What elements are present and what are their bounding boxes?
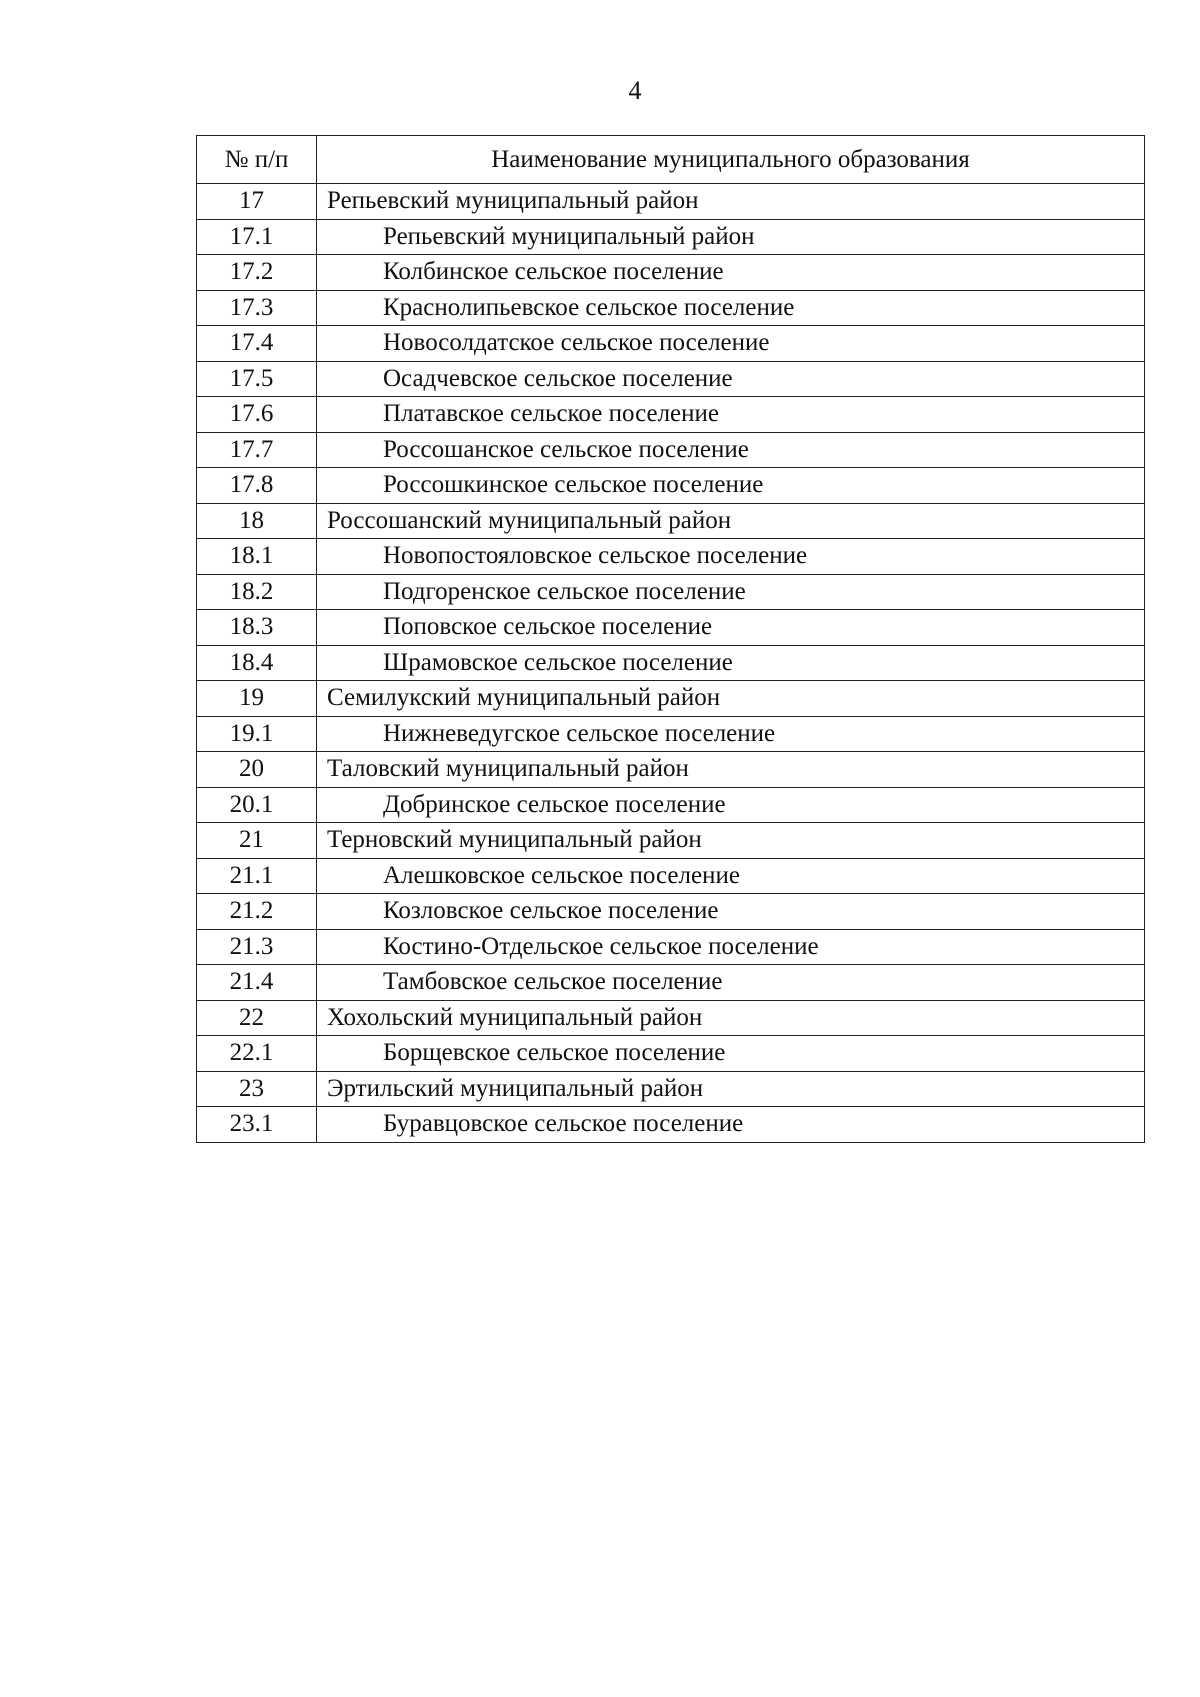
row-number: 17.2 bbox=[197, 255, 317, 291]
district-name: Хохольский муниципальный район bbox=[317, 1000, 1145, 1036]
column-header-number: № п/п bbox=[197, 136, 317, 184]
settlement-name: Нижневедугское сельское поселение bbox=[317, 716, 1145, 752]
row-number: 17.3 bbox=[197, 290, 317, 326]
row-number: 17.5 bbox=[197, 361, 317, 397]
row-number: 18.2 bbox=[197, 574, 317, 610]
row-number: 22 bbox=[197, 1000, 317, 1036]
district-name: Россошанский муниципальный район bbox=[317, 503, 1145, 539]
table-row bbox=[197, 574, 1145, 610]
district-name: Эртильский муниципальный район bbox=[317, 1071, 1145, 1107]
page-number: 4 bbox=[628, 76, 642, 105]
row-number: 19.1 bbox=[197, 716, 317, 752]
row-number: 18.4 bbox=[197, 645, 317, 681]
settlement-name: Поповское сельское поселение bbox=[317, 610, 1145, 646]
row-number: 21.2 bbox=[197, 894, 317, 930]
row-number: 18 bbox=[197, 503, 317, 539]
table-row bbox=[197, 326, 1145, 362]
district-name: Таловский муниципальный район bbox=[317, 752, 1145, 788]
settlement-name: Новосолдатское сельское поселение bbox=[317, 326, 1145, 362]
settlement-name: Тамбовское сельское поселение bbox=[317, 965, 1145, 1001]
row-number: 17.6 bbox=[197, 397, 317, 433]
settlement-name: Репьевский муниципальный район bbox=[317, 219, 1145, 255]
column-header-name: Наименование муниципального образования bbox=[317, 136, 1145, 184]
table-row bbox=[197, 894, 1145, 930]
row-number: 20.1 bbox=[197, 787, 317, 823]
settlement-name: Козловское сельское поселение bbox=[317, 894, 1145, 930]
table-row bbox=[197, 645, 1145, 681]
settlement-name: Костино-Отдельское сельское поселение bbox=[317, 929, 1145, 965]
table-row bbox=[197, 1071, 1145, 1107]
table-row bbox=[197, 184, 1145, 220]
settlement-name: Россошкинское сельское поселение bbox=[317, 468, 1145, 504]
district-name: Репьевский муниципальный район bbox=[317, 184, 1145, 220]
row-number: 21 bbox=[197, 823, 317, 859]
settlement-name: Борщевское сельское поселение bbox=[317, 1036, 1145, 1072]
settlement-name: Платавское сельское поселение bbox=[317, 397, 1145, 433]
table-header-row bbox=[197, 136, 1145, 184]
row-number: 21.3 bbox=[197, 929, 317, 965]
settlement-name: Новопостояловское сельское поселение bbox=[317, 539, 1145, 575]
row-number: 19 bbox=[197, 681, 317, 717]
row-number: 22.1 bbox=[197, 1036, 317, 1072]
table-row bbox=[197, 858, 1145, 894]
row-number: 21.4 bbox=[197, 965, 317, 1001]
table-row bbox=[197, 823, 1145, 859]
row-number: 23 bbox=[197, 1071, 317, 1107]
table-row bbox=[197, 290, 1145, 326]
row-number: 17.8 bbox=[197, 468, 317, 504]
settlement-name: Осадчевское сельское поселение bbox=[317, 361, 1145, 397]
settlement-name: Краснолипьевское сельское поселение bbox=[317, 290, 1145, 326]
row-number: 21.1 bbox=[197, 858, 317, 894]
settlement-name: Алешковское сельское поселение bbox=[317, 858, 1145, 894]
table-body bbox=[197, 184, 1145, 1143]
table-row bbox=[197, 681, 1145, 717]
table-row bbox=[197, 219, 1145, 255]
settlement-name: Колбинское сельское поселение bbox=[317, 255, 1145, 291]
table-row bbox=[197, 503, 1145, 539]
district-name: Семилукский муниципальный район bbox=[317, 681, 1145, 717]
row-number: 18.1 bbox=[197, 539, 317, 575]
table-row bbox=[197, 539, 1145, 575]
table-row bbox=[197, 965, 1145, 1001]
settlement-name: Шрамовское сельское поселение bbox=[317, 645, 1145, 681]
row-number: 18.3 bbox=[197, 610, 317, 646]
settlement-name: Добринское сельское поселение bbox=[317, 787, 1145, 823]
table-row bbox=[197, 397, 1145, 433]
settlement-name: Буравцовское сельское поселение bbox=[317, 1107, 1145, 1143]
district-name: Терновский муниципальный район bbox=[317, 823, 1145, 859]
settlement-name: Россошанское сельское поселение bbox=[317, 432, 1145, 468]
table-row bbox=[197, 610, 1145, 646]
table-row bbox=[197, 716, 1145, 752]
row-number: 20 bbox=[197, 752, 317, 788]
table-row bbox=[197, 929, 1145, 965]
table-row bbox=[197, 361, 1145, 397]
row-number: 17 bbox=[197, 184, 317, 220]
table-row bbox=[197, 1036, 1145, 1072]
table-row bbox=[197, 1107, 1145, 1143]
table-row bbox=[197, 787, 1145, 823]
settlement-name: Подгоренское сельское поселение bbox=[317, 574, 1145, 610]
municipalities-table bbox=[196, 135, 1145, 1143]
row-number: 17.1 bbox=[197, 219, 317, 255]
row-number: 17.7 bbox=[197, 432, 317, 468]
table-row bbox=[197, 255, 1145, 291]
table-row bbox=[197, 468, 1145, 504]
row-number: 23.1 bbox=[197, 1107, 317, 1143]
row-number: 17.4 bbox=[197, 326, 317, 362]
table-row bbox=[197, 752, 1145, 788]
table-row bbox=[197, 432, 1145, 468]
table-row bbox=[197, 1000, 1145, 1036]
